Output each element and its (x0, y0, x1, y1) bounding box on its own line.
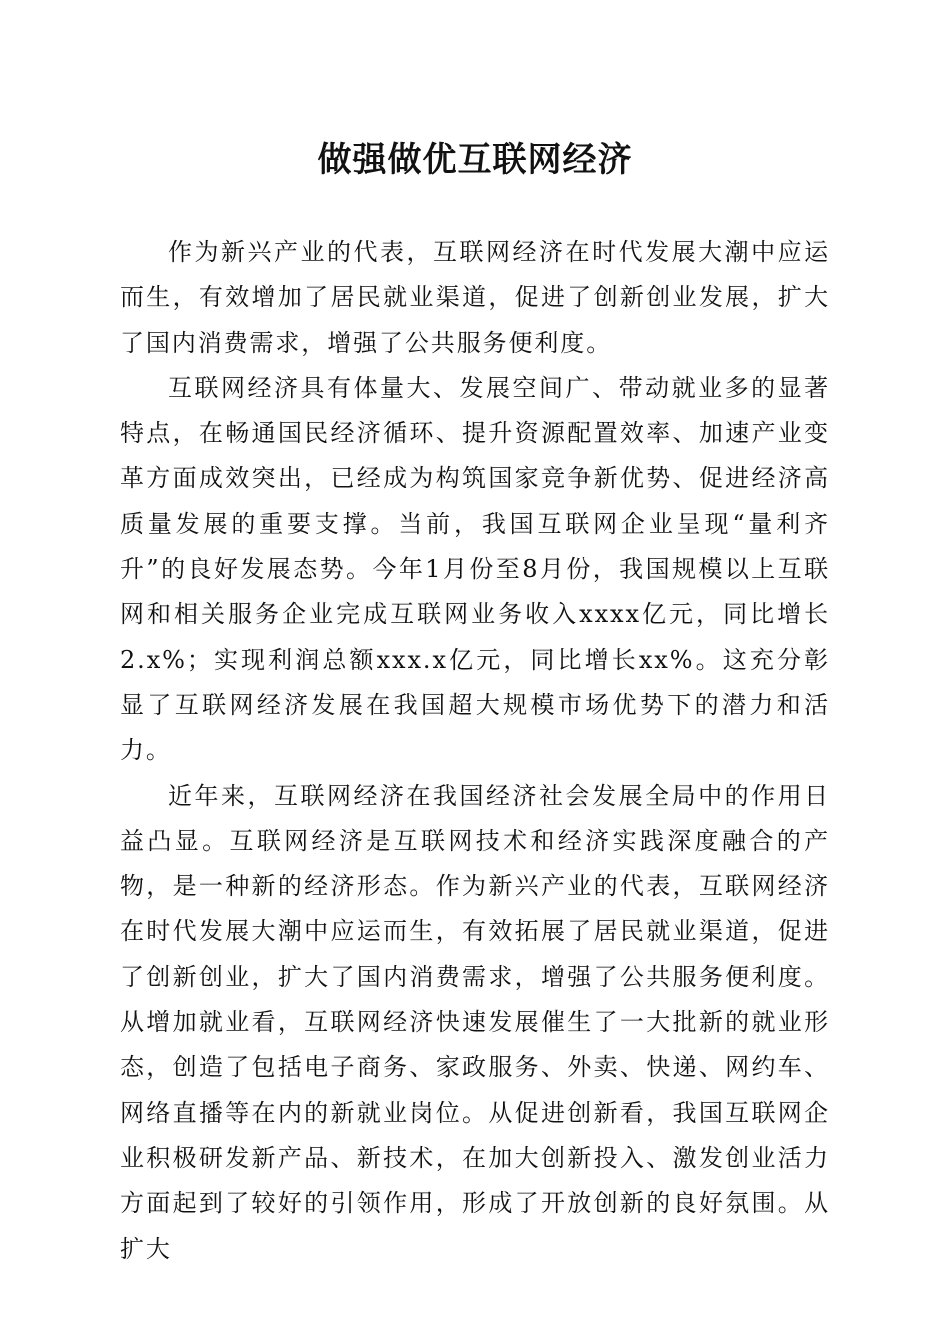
paragraph-3: 近年来，互联网经济在我国经济社会发展全局中的作用日益凸显。互联网经济是互联网技术和经济实践深度融合的产物，是一种新的经济形态。作为新兴产业的代表，互联网经济在时代发展大潮中应运而生，有效拓展了居民就业渠道，促进了创新创业，扩大了国内消费需求，增强了公共服务便利度。从增加就业看，互联网经济快速发展催生了一大批新的就业形态，创造了包括电子商务、家政服务、外卖、快递、网约车、网络直播等在内的新就业岗位。从促进创新看，我国互联网企业积极研发新产品、新技术，在加大创新投入、激发创业活力方面起到了较好的引领作用，形成了开放创新的良好氛围。从扩大 (120, 781, 830, 1263)
paragraph-2: 互联网经济具有体量大、发展空间广、带动就业多的显著特点，在畅通国民经济循环、提升资源配置效率、加速产业变革方面成效突出，已经成为构筑国家竞争新优势、促进经济高质量发展的重要支撑。当前，我国互联网企业呈现“量利齐升”的良好发展态势。今年1月份至8月份，我国规模以上互联网和相关服务企业完成互联网业务收入xxxx亿元，同比增长2.x%；实现利润总额xxx.x亿元，同比增长xx%。这充分彰显了互联网经济发展在我国超大规模市场优势下的潜力和活力。 (120, 373, 830, 765)
paragraph-1: 作为新兴产业的代表，互联网经济在时代发展大潮中应运而生，有效增加了居民就业渠道，促进了创新创业发展，扩大了国内消费需求，增强了公共服务便利度。 (120, 238, 830, 357)
document-body (120, 230, 830, 1272)
document-title: 做强做优互联网经济 (317, 140, 633, 180)
